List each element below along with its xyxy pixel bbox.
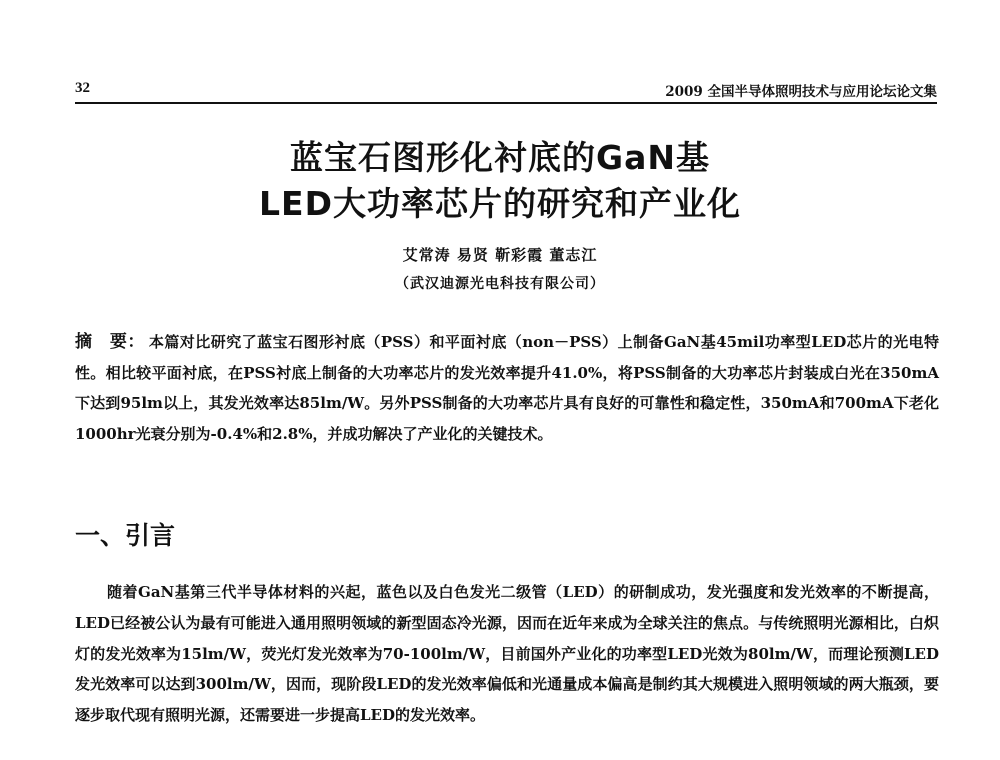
journal-title: 2009 全国半导体照明技术与应用论坛论文集 xyxy=(665,84,937,100)
paper-title-line-1: 蓝宝石图形化衬底的GaN基 xyxy=(290,138,710,177)
paper-title-line-2: LED大功率芯片的研究和产业化 xyxy=(259,184,741,223)
abstract-text: 本篇对比研究了蓝宝石图形衬底（PSS）和平面衬底（non－PSS）上制备GaN基45mil功率型LED芯片的光电特性。相比较平面衬底，在PSS衬底上制备的大功率芯片的发光效率提升41.0%，将PSS制备的大功率芯片封装成白光在350mA下达到95lm以上，其发光效率达85lm/W。另外PSS制备的大功率芯片具有良好的可靠性和稳定性，350mA和700mA下老化1000hr光衰分别为-0.4%和2.8%，并成功解决了产业化的关键技术。 xyxy=(75,333,940,443)
abstract xyxy=(75,327,939,449)
section-heading-introduction: 一、引言 xyxy=(75,521,176,550)
authors: 艾常涛 易贤 靳彩霞 董志江 xyxy=(402,246,598,264)
introduction-paragraph: 随着GaN基第三代半导体材料的兴起，蓝色以及白色发光二级管（LED）的研制成功，发光强度和发光效率的不断提高，LED已经被公认为最有可能进入通用照明领域的新型固态冷光源，因而在近年来成为全球关注的焦点。与传统照明光源相比，白炽灯的发光效率为15lm/W，荧光灯发光效率为70-100lm/W，目前国外产业化的功率型LED光效为80lm/W，而理论预测LED发光效率可以达到300lm/W，因而，现阶段LED的发光效率偏低和光通量成本偏高是制约其大规模进入照明领域的两大瓶颈，要逐步取代现有照明光源，还需要进一步提高LED的发光效率。 xyxy=(75,583,939,725)
abstract-label: 摘 要： xyxy=(75,332,145,352)
page-number: 32 xyxy=(75,80,90,96)
running-header xyxy=(75,78,937,104)
affiliation: （武汉迪源光电科技有限公司） xyxy=(395,276,605,292)
